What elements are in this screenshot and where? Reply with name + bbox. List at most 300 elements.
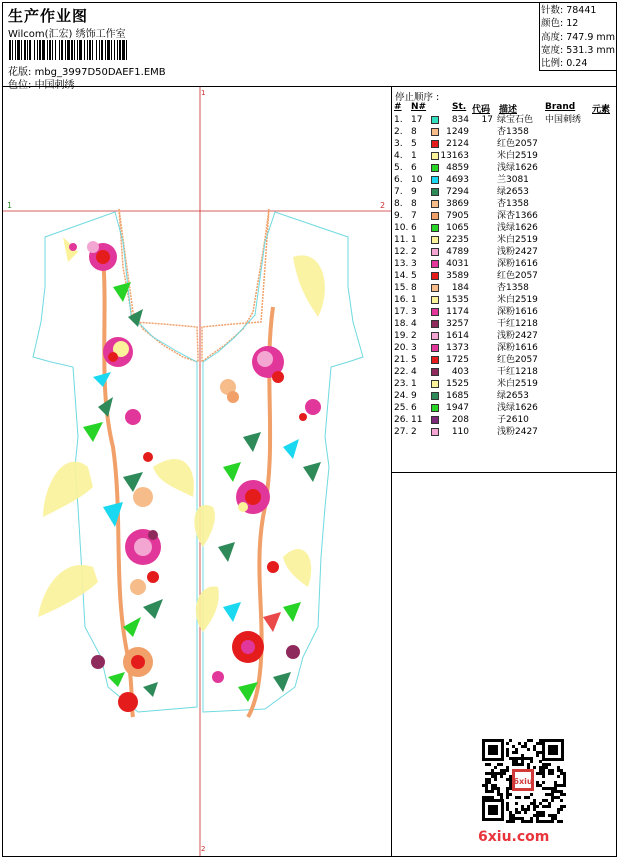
qr-module bbox=[539, 769, 542, 772]
qr-module bbox=[485, 784, 488, 787]
color-swatch bbox=[431, 392, 439, 400]
color-swatch bbox=[431, 284, 439, 292]
qr-module bbox=[485, 787, 488, 790]
row-needle: 6 bbox=[411, 403, 417, 413]
qr-module bbox=[515, 760, 518, 763]
qr-module bbox=[542, 781, 545, 784]
qr-module bbox=[494, 784, 497, 787]
qr-code bbox=[480, 737, 566, 823]
row-description: 红色2057 bbox=[497, 355, 538, 365]
color-swatch bbox=[431, 404, 439, 412]
row-number: 6. bbox=[394, 175, 403, 185]
qr-module bbox=[488, 778, 491, 781]
qr-module bbox=[491, 787, 494, 790]
qr-module bbox=[497, 787, 500, 790]
qr-module bbox=[551, 817, 554, 820]
row-description: 浅绿1626 bbox=[497, 403, 538, 413]
qr-module bbox=[509, 781, 512, 784]
row-needle: 1 bbox=[411, 235, 417, 245]
qr-module bbox=[488, 790, 491, 793]
row-brand: 中国刺绣 bbox=[545, 115, 582, 125]
barcode-bar bbox=[127, 40, 129, 60]
qr-module bbox=[518, 811, 521, 814]
row-number: 11. bbox=[394, 235, 409, 245]
qr-module bbox=[533, 814, 536, 817]
row-stitches: 1725 bbox=[446, 355, 469, 365]
qr-module bbox=[530, 739, 533, 742]
row-stitches: 1373 bbox=[446, 343, 469, 353]
table-row bbox=[393, 186, 615, 198]
qr-module bbox=[521, 760, 524, 763]
col-header-code: 代码 bbox=[472, 105, 491, 115]
row-number: 12. bbox=[394, 247, 409, 257]
qr-module bbox=[485, 772, 488, 775]
qr-module bbox=[506, 796, 509, 799]
qr-module bbox=[536, 820, 539, 823]
qr-module bbox=[536, 781, 539, 784]
qr-module bbox=[563, 778, 566, 781]
table-row bbox=[393, 234, 615, 246]
qr-module bbox=[548, 772, 551, 775]
qr-module bbox=[554, 781, 557, 784]
color-swatch bbox=[431, 188, 439, 196]
row-needle: 2 bbox=[411, 427, 417, 437]
qr-module bbox=[536, 754, 539, 757]
qr-module bbox=[524, 820, 527, 823]
qr-module bbox=[509, 814, 512, 817]
qr-module bbox=[497, 763, 500, 766]
qr-module bbox=[494, 772, 497, 775]
qr-module bbox=[521, 805, 524, 808]
row-stitches: 1685 bbox=[446, 391, 469, 401]
row-number: 16. bbox=[394, 295, 409, 305]
row-number: 15. bbox=[394, 283, 409, 293]
studio-subtitle: Wilcom(汇宏) 绣饰工作室 bbox=[8, 29, 126, 40]
table-row bbox=[393, 282, 615, 294]
qr-module bbox=[557, 784, 560, 787]
row-description: 子2610 bbox=[497, 415, 529, 425]
qr-module bbox=[491, 796, 494, 799]
row-description: 杏1358 bbox=[497, 199, 529, 209]
qr-module bbox=[515, 748, 518, 751]
qr-module bbox=[491, 790, 494, 793]
qr-module bbox=[527, 739, 530, 742]
row-stitches: 1947 bbox=[446, 403, 469, 413]
table-row bbox=[393, 246, 615, 258]
table-row bbox=[393, 318, 615, 330]
qr-module bbox=[500, 772, 503, 775]
table-row bbox=[393, 150, 615, 162]
row-stitches: 4693 bbox=[446, 175, 469, 185]
row-needle: 5 bbox=[411, 271, 417, 281]
row-description: 绿2653 bbox=[497, 187, 529, 197]
row-number: 17. bbox=[394, 307, 409, 317]
qr-module bbox=[548, 805, 551, 808]
row-stitches: 4859 bbox=[446, 163, 469, 173]
row-stitches: 7905 bbox=[446, 211, 469, 221]
qr-module bbox=[494, 775, 497, 778]
qr-module bbox=[536, 772, 539, 775]
row-number: 2. bbox=[394, 127, 403, 137]
qr-module bbox=[551, 787, 554, 790]
qr-module bbox=[506, 748, 509, 751]
qr-module bbox=[524, 796, 527, 799]
row-number: 24. bbox=[394, 391, 409, 401]
row-code: 17 bbox=[481, 115, 493, 125]
color-swatch bbox=[431, 200, 439, 208]
row-needle: 7 bbox=[411, 211, 417, 221]
qr-module bbox=[506, 742, 509, 745]
row-needle: 8 bbox=[411, 199, 417, 209]
qr-module bbox=[506, 754, 509, 757]
qr-module bbox=[491, 775, 494, 778]
axis-marker-bottom: 2 bbox=[201, 845, 206, 853]
design-stats bbox=[541, 4, 616, 70]
qr-module bbox=[509, 793, 512, 796]
color-swatch bbox=[431, 416, 439, 424]
qr-module bbox=[542, 775, 545, 778]
table-row bbox=[393, 378, 615, 390]
qr-module bbox=[539, 772, 542, 775]
qr-module bbox=[524, 745, 527, 748]
color-swatch bbox=[431, 272, 439, 280]
qr-module bbox=[542, 772, 545, 775]
axis-marker-left: 1 bbox=[7, 201, 13, 210]
row-stitches: 184 bbox=[451, 283, 469, 293]
qr-module bbox=[515, 802, 518, 805]
qr-module bbox=[509, 811, 512, 814]
qr-module bbox=[488, 796, 491, 799]
row-stitches: 208 bbox=[451, 415, 469, 425]
row-number: 13. bbox=[394, 259, 409, 269]
row-stitches: 403 bbox=[451, 367, 469, 377]
qr-module bbox=[518, 757, 521, 760]
qr-module bbox=[506, 790, 509, 793]
qr-module bbox=[554, 787, 557, 790]
page-title: 生产作业图 bbox=[8, 7, 89, 25]
qr-module bbox=[497, 793, 500, 796]
qr-module bbox=[518, 742, 521, 745]
qr-module bbox=[554, 796, 557, 799]
qr-module bbox=[521, 763, 524, 766]
row-description: 绿2653 bbox=[497, 391, 529, 401]
pattern-label: 花版: bbox=[8, 67, 32, 78]
table-row bbox=[393, 390, 615, 402]
site-watermark: 6xiu.com bbox=[478, 829, 550, 845]
qr-module bbox=[506, 769, 509, 772]
qr-module bbox=[518, 763, 521, 766]
qr-module bbox=[515, 817, 518, 820]
qr-module bbox=[551, 793, 554, 796]
qr-module bbox=[527, 820, 530, 823]
qr-module bbox=[524, 808, 527, 811]
row-description: 米白2519 bbox=[497, 151, 538, 161]
qr-module bbox=[518, 817, 521, 820]
col-header-needle: N# bbox=[411, 102, 427, 112]
qr-module bbox=[560, 799, 563, 802]
qr-module bbox=[557, 766, 560, 769]
qr-module bbox=[509, 739, 512, 742]
qr-module bbox=[563, 784, 566, 787]
qr-module bbox=[491, 784, 494, 787]
qr-module bbox=[485, 790, 488, 793]
qr-module bbox=[551, 769, 554, 772]
left-embroidery-motif bbox=[38, 237, 194, 717]
qr-module bbox=[545, 766, 548, 769]
qr-module bbox=[539, 739, 542, 742]
color-swatch bbox=[431, 116, 439, 124]
table-row bbox=[393, 366, 615, 378]
qr-module bbox=[551, 799, 554, 802]
row-stitches: 1249 bbox=[446, 127, 469, 137]
table-row bbox=[393, 162, 615, 174]
row-description: 干红1218 bbox=[497, 319, 538, 329]
qr-module bbox=[515, 811, 518, 814]
qr-module bbox=[554, 814, 557, 817]
right-embroidery-motif bbox=[194, 255, 325, 717]
qr-module bbox=[548, 787, 551, 790]
color-swatch bbox=[431, 296, 439, 304]
row-stitches: 1535 bbox=[446, 295, 469, 305]
qr-module bbox=[503, 772, 506, 775]
row-needle: 4 bbox=[411, 367, 417, 377]
qr-module bbox=[554, 790, 557, 793]
qr-module bbox=[488, 763, 491, 766]
qr-module bbox=[506, 766, 509, 769]
color-swatch bbox=[431, 368, 439, 376]
design-height: 高度: 747.9 mm bbox=[541, 31, 615, 43]
table-row bbox=[393, 258, 615, 270]
qr-module bbox=[539, 811, 542, 814]
table-row bbox=[393, 426, 615, 438]
qr-module bbox=[500, 769, 503, 772]
qr-module bbox=[533, 805, 536, 808]
color-swatch bbox=[431, 236, 439, 244]
qr-module bbox=[506, 820, 509, 823]
qr-module bbox=[563, 805, 566, 808]
qr-module bbox=[509, 775, 512, 778]
row-needle: 1 bbox=[411, 151, 417, 161]
qr-module bbox=[542, 769, 545, 772]
row-number: 26. bbox=[394, 415, 409, 425]
row-needle: 8 bbox=[411, 127, 417, 137]
row-needle: 8 bbox=[411, 283, 417, 293]
qr-module bbox=[539, 766, 542, 769]
qr-module bbox=[494, 778, 497, 781]
qr-module bbox=[542, 814, 545, 817]
table-row bbox=[393, 330, 615, 342]
qr-module bbox=[536, 817, 539, 820]
qr-module bbox=[512, 763, 515, 766]
row-number: 3. bbox=[394, 139, 403, 149]
neckline-trim bbox=[119, 209, 198, 362]
qr-module bbox=[548, 769, 551, 772]
color-swatch bbox=[431, 176, 439, 184]
qr-module bbox=[560, 820, 563, 823]
qr-module bbox=[518, 796, 521, 799]
qr-module bbox=[515, 751, 518, 754]
qr-module bbox=[557, 811, 560, 814]
row-number: 14. bbox=[394, 271, 409, 281]
row-description: 深粉1616 bbox=[497, 343, 538, 353]
table-row bbox=[393, 126, 615, 138]
qr-module bbox=[554, 784, 557, 787]
qr-module bbox=[485, 763, 488, 766]
design-scale: 比例: 0.24 bbox=[541, 58, 588, 70]
qr-module bbox=[488, 781, 491, 784]
qr-module bbox=[539, 820, 542, 823]
color-count: 颜色: 12 bbox=[541, 18, 579, 30]
qr-module bbox=[497, 772, 500, 775]
row-needle: 6 bbox=[411, 223, 417, 233]
qr-module bbox=[560, 784, 563, 787]
row-description: 兰3081 bbox=[497, 175, 529, 185]
qr-module bbox=[557, 820, 560, 823]
color-swatch bbox=[431, 332, 439, 340]
qr-module bbox=[557, 775, 560, 778]
qr-module bbox=[539, 802, 542, 805]
qr-module bbox=[542, 799, 545, 802]
row-description: 浅绿1626 bbox=[497, 163, 538, 173]
qr-logo-text: 6xiu bbox=[513, 777, 533, 786]
qr-module bbox=[509, 778, 512, 781]
col-header-stitches: St. bbox=[452, 102, 467, 112]
axis-marker-top: 1 bbox=[201, 89, 206, 97]
qr-module bbox=[503, 769, 506, 772]
qr-module bbox=[548, 763, 551, 766]
qr-module bbox=[533, 766, 536, 769]
row-description: 米白2519 bbox=[497, 379, 538, 389]
qr-module bbox=[491, 769, 494, 772]
qr-module bbox=[557, 796, 560, 799]
qr-module bbox=[500, 763, 503, 766]
row-needle: 6 bbox=[411, 163, 417, 173]
qr-module bbox=[512, 760, 515, 763]
row-needle: 5 bbox=[411, 355, 417, 365]
row-needle: 3 bbox=[411, 343, 417, 353]
row-stitches: 3257 bbox=[446, 319, 469, 329]
qr-module bbox=[527, 757, 530, 760]
color-swatch bbox=[431, 320, 439, 328]
qr-module bbox=[515, 763, 518, 766]
qr-module bbox=[512, 757, 515, 760]
qr-module bbox=[509, 757, 512, 760]
qr-module bbox=[551, 790, 554, 793]
qr-module bbox=[545, 793, 548, 796]
qr-module bbox=[530, 820, 533, 823]
table-row bbox=[393, 138, 615, 150]
stop-sequence-title: 停止顺序 : bbox=[395, 92, 440, 103]
pattern-filename: mbg_3997D50DAEF1.EMB bbox=[34, 67, 166, 78]
qr-module bbox=[539, 814, 542, 817]
table-row bbox=[393, 222, 615, 234]
qr-module bbox=[557, 769, 560, 772]
qr-module bbox=[560, 790, 563, 793]
qr-module bbox=[512, 814, 515, 817]
qr-module bbox=[563, 775, 566, 778]
table-row bbox=[393, 294, 615, 306]
qr-module bbox=[530, 757, 533, 760]
qr-module bbox=[548, 793, 551, 796]
row-stitches: 834 bbox=[451, 115, 469, 125]
row-number: 21. bbox=[394, 355, 409, 365]
axis-marker-right: 2 bbox=[380, 201, 386, 210]
col-header-brand: Brand bbox=[545, 102, 576, 112]
qr-module bbox=[542, 820, 545, 823]
row-needle: 1 bbox=[411, 295, 417, 305]
table-row bbox=[393, 174, 615, 186]
header-block bbox=[3, 3, 539, 86]
qr-module bbox=[515, 808, 518, 811]
row-number: 20. bbox=[394, 343, 409, 353]
qr-module bbox=[533, 748, 536, 751]
qr-module bbox=[530, 802, 533, 805]
row-stitches: 1525 bbox=[446, 379, 469, 389]
row-stitches: 110 bbox=[451, 427, 469, 437]
panel-divider bbox=[391, 86, 392, 856]
table-row bbox=[393, 198, 615, 210]
row-description: 干红1218 bbox=[497, 367, 538, 377]
design-width: 宽度: 531.3 mm bbox=[541, 44, 615, 56]
qr-module bbox=[521, 745, 524, 748]
row-stitches: 1614 bbox=[446, 331, 469, 341]
table-row bbox=[393, 414, 615, 426]
qr-module bbox=[545, 820, 548, 823]
qr-module bbox=[539, 742, 542, 745]
qr-module bbox=[524, 742, 527, 745]
qr-module bbox=[488, 772, 491, 775]
qr-module bbox=[542, 787, 545, 790]
qr-module bbox=[497, 790, 500, 793]
qr-module bbox=[515, 796, 518, 799]
row-number: 9. bbox=[394, 211, 403, 221]
qr-module bbox=[533, 808, 536, 811]
qr-module bbox=[533, 802, 536, 805]
qr-module bbox=[506, 802, 509, 805]
table-bottom-line bbox=[391, 472, 616, 473]
row-description: 红色2057 bbox=[497, 271, 538, 281]
qr-module bbox=[521, 754, 524, 757]
row-number: 5. bbox=[394, 163, 403, 173]
qr-module bbox=[539, 784, 542, 787]
color-swatch bbox=[431, 356, 439, 364]
qr-module bbox=[509, 787, 512, 790]
qr-module bbox=[515, 757, 518, 760]
header-divider bbox=[539, 3, 540, 70]
qr-module bbox=[551, 796, 554, 799]
qr-module bbox=[512, 817, 515, 820]
row-needle: 2 bbox=[411, 247, 417, 257]
row-needle: 11 bbox=[411, 415, 423, 425]
qr-module bbox=[545, 805, 548, 808]
qr-module bbox=[509, 820, 512, 823]
qr-module bbox=[527, 805, 530, 808]
row-needle: 9 bbox=[411, 187, 417, 197]
qr-module bbox=[521, 808, 524, 811]
row-number: 1. bbox=[394, 115, 403, 125]
barcode bbox=[9, 40, 237, 60]
color-swatch bbox=[431, 140, 439, 148]
row-description: 深粉1616 bbox=[497, 307, 538, 317]
color-swatch bbox=[431, 308, 439, 316]
qr-module bbox=[530, 817, 533, 820]
qr-module bbox=[560, 808, 563, 811]
qr-module bbox=[512, 751, 515, 754]
row-number: 19. bbox=[394, 331, 409, 341]
color-swatch bbox=[431, 212, 439, 220]
color-swatch bbox=[431, 152, 439, 160]
qr-module bbox=[506, 805, 509, 808]
